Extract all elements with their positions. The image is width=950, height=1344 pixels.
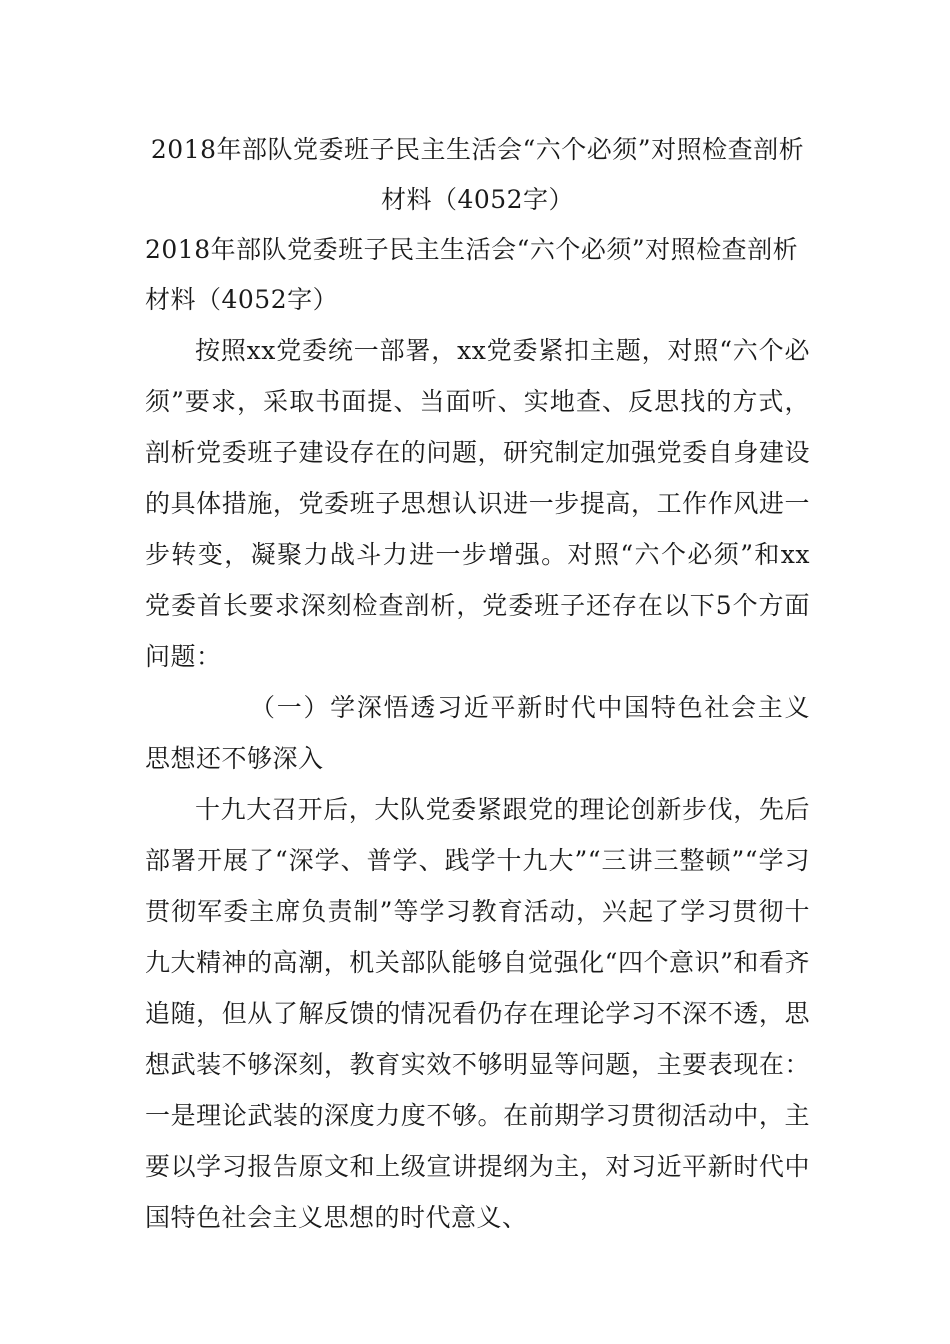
body-paragraph: 十九大召开后，大队党委紧跟党的理论创新步伐，先后部署开展了“深学、普学、践学十九大”“三讲三整顿”“学习贯彻军委主席负责制”等学习教育活动，兴起了学习贯彻十九大精神的高潮，机关部队能够自觉强化“四个意识”和看齐追随，但从了解反馈的情况看仍存在理论学习不深不透，思想武装不够深刻，教育实效不够明显等问题，主要表现在：一是理论武装的深度力度不够。在前期学习贯彻活动中，主要以学习报告原文和上级宣讲提纲为主，对习近平新时代中国特色社会主义思想的时代意义、 [145, 795, 810, 1232]
document-subtitle: 2018年部队党委班子民主生活会“六个必须”对照检查剖析材料（4052字） [145, 235, 799, 314]
document-body [145, 125, 810, 1243]
document-title: 2018年部队党委班子民主生活会“六个必须”对照检查剖析材料（4052字） [150, 135, 805, 214]
intro-paragraph: 按照xx党委统一部署，xx党委紧扣主题，对照“六个必须”要求，采取书面提、当面听、实地查、反思找的方式，剖析党委班子建设存在的问题，研究制定加强党委自身建设的具体措施，党委班子思想认识进一步提高，工作作风进一步转变，凝聚力战斗力进一步增强。对照“六个必须”和xx党委首长要求深刻检查剖析，党委班子还存在以下5个方面问题： [145, 336, 810, 671]
section-heading: （一）学深悟透习近平新时代中国特色社会主义思想还不够深入 [145, 693, 810, 773]
